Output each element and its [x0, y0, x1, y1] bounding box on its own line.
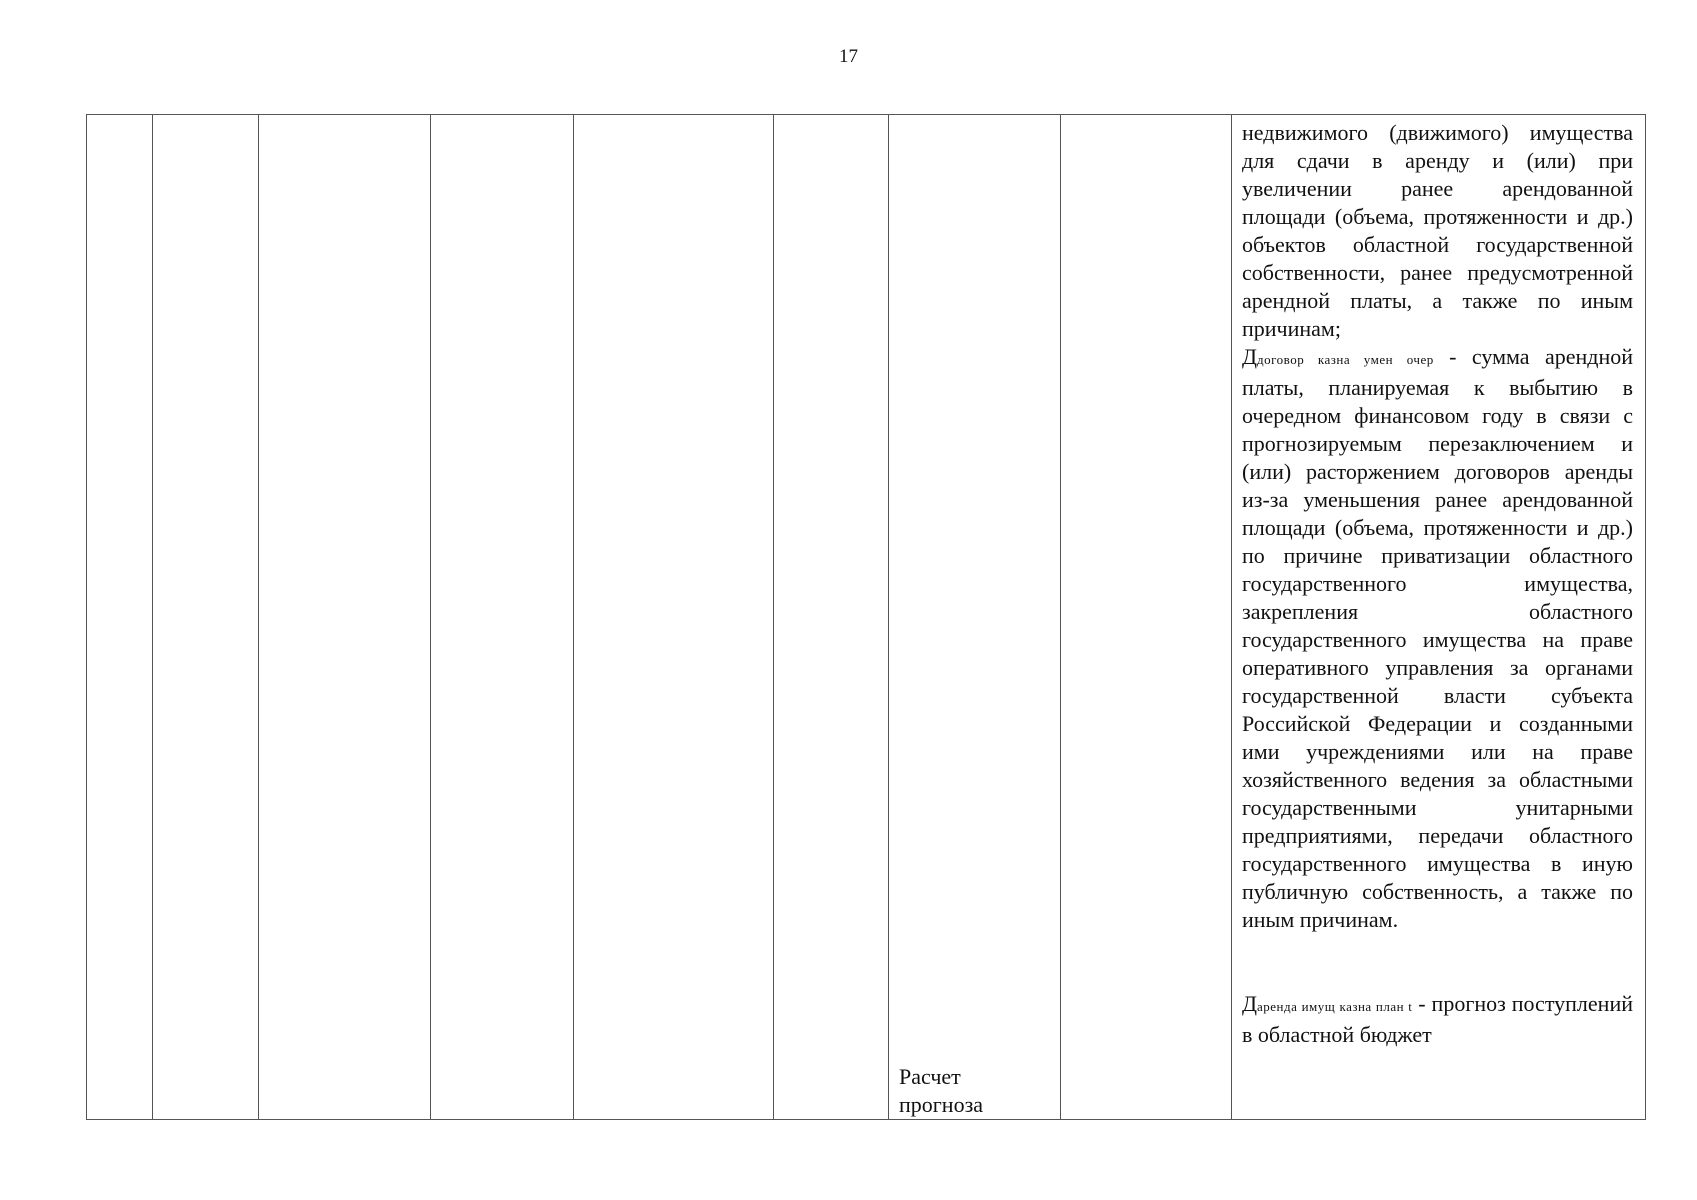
formula-symbol: Д	[1242, 991, 1258, 1016]
paragraph-lease-reduction: Ддоговор казна умен очер - сумма арендной платы, планируемая к выбытию в очередном финансовом году в связи с прогнозируемым перезаключением и (или) расторжением договоров аренды из-за уменьшения ранее арендованной площади (объема, протяженности и др.) по причине приватизации областного государственного имущества, закрепления областного государственного имущества на праве оперативного управления за органами государственной власти субъекта Российской Федерации и созданными ими учреждениями или на праве хозяйственного ведения за областными государственными унитарными предприятиями, передачи областного государственного имущества в иную публичную собственность, а также по иным причинам.	[1242, 344, 1633, 932]
table-cell-2	[153, 115, 259, 1120]
table-cell-8	[1061, 115, 1232, 1120]
table-cell-7	[889, 115, 1061, 1120]
formula-subscript: договор казна умен очер	[1257, 352, 1434, 367]
table-cell-9	[1232, 115, 1646, 1120]
table-cell-3	[259, 115, 431, 1120]
table-cell-5	[574, 115, 774, 1120]
page-number: 17	[839, 46, 858, 67]
formula-symbol: Д	[1242, 344, 1258, 369]
table-cell-6	[774, 115, 889, 1120]
table-cell-1	[87, 115, 153, 1120]
paragraph-revenue-forecast: Даренда имущ казна план t - прогноз поступлений в областной бюджет	[1242, 991, 1633, 1047]
forecast-calculation-label: Расчет прогноза	[899, 1064, 984, 1117]
table-row	[87, 115, 1646, 1120]
document-table	[86, 114, 1646, 1120]
paragraph-property-lease: недвижимого (движимого) имущества для сдачи в аренду и (или) при увеличении ранее арендованной площади (объема, протяженности и др.) объектов областной государственной собственности, ранее предусмотренной арендной платы, а также по иным причинам;	[1242, 120, 1633, 341]
formula-subscript: аренда имущ казна план t	[1257, 999, 1413, 1014]
formula-description	[1232, 115, 1645, 1049]
table-cell-4	[431, 115, 574, 1120]
